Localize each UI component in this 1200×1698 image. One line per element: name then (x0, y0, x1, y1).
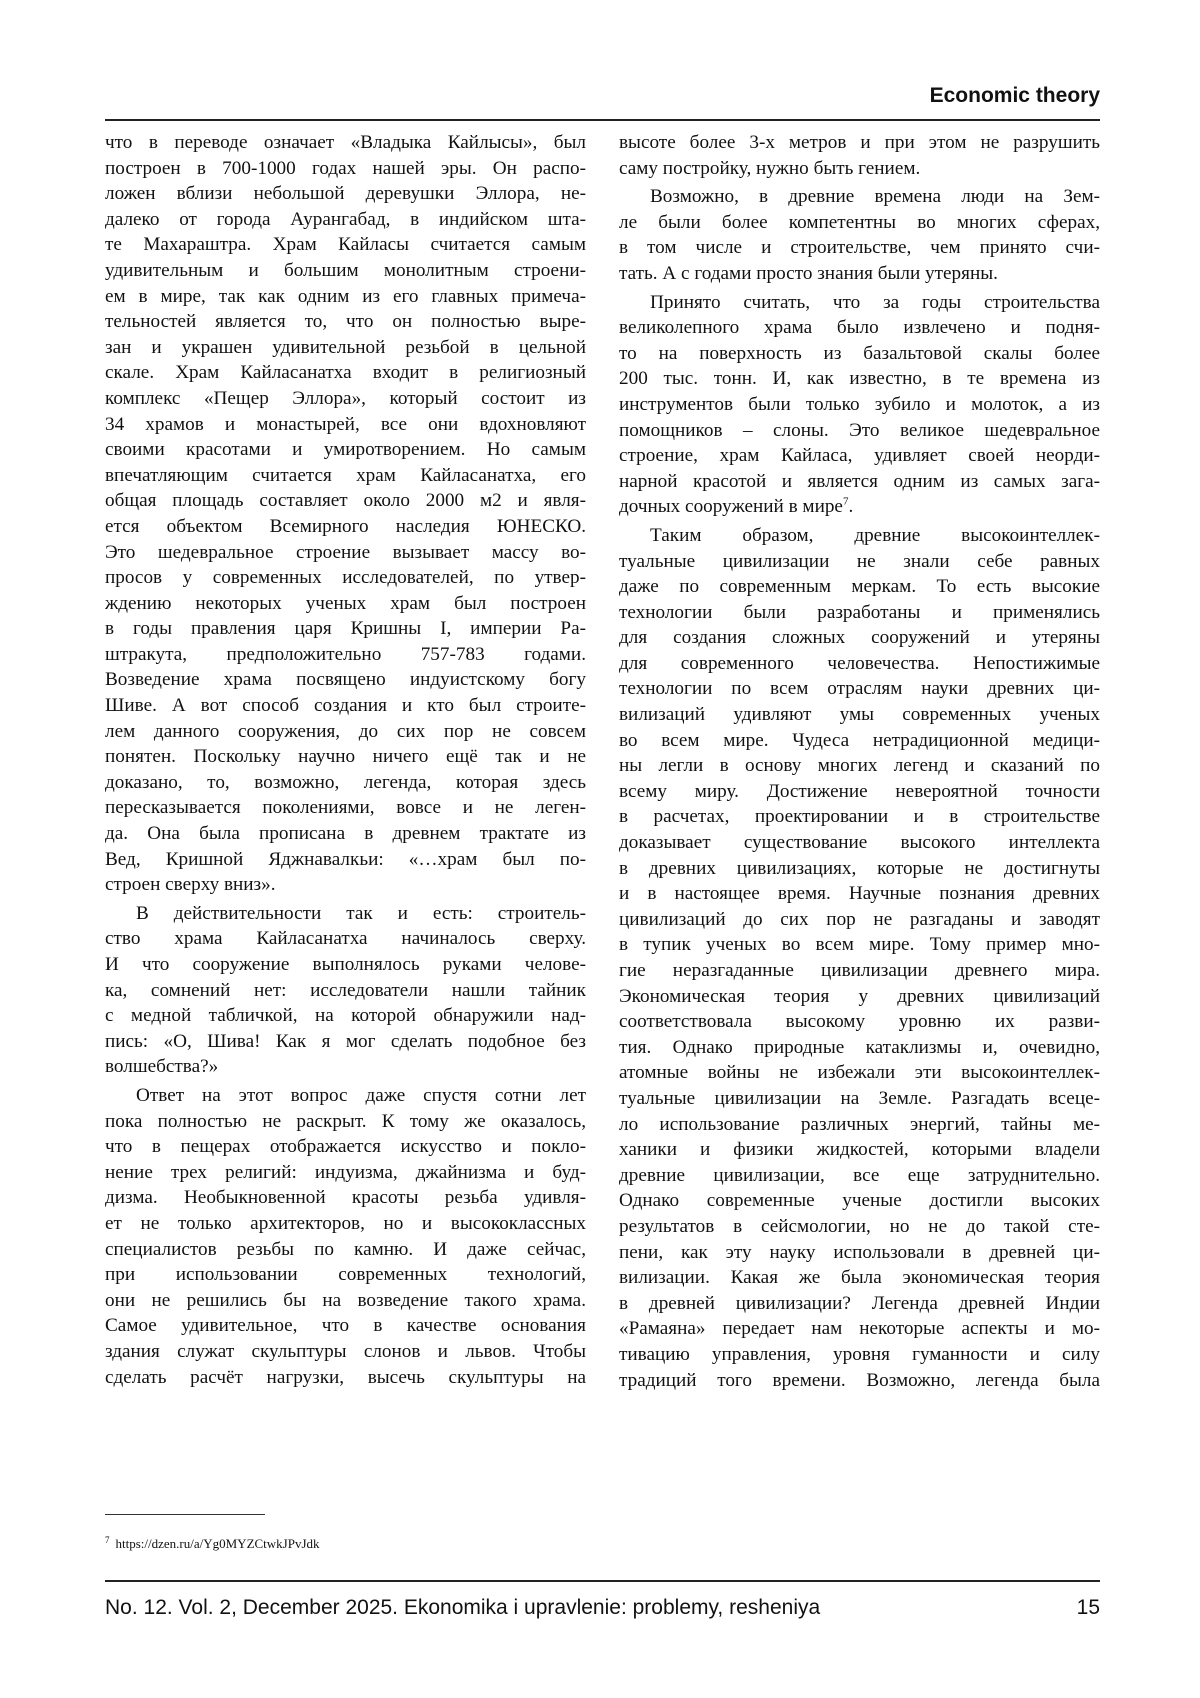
footnote (105, 1536, 320, 1552)
text-line: Это шедевральное строение вызывает массу во- (105, 540, 586, 566)
text-line: Возведение храма посвящено индуистскому богу (105, 667, 586, 693)
text-line: строен сверху вниз». (105, 872, 586, 898)
text-line: понятен. Поскольку научно ничего ещё так и не (105, 744, 586, 770)
text-line: в том числе и строительстве, чем принято счи- (619, 235, 1100, 261)
text-line: во всем мире. Чудеса нетрадиционной медици- (619, 728, 1100, 754)
text-line: Таким образом, древние высокоинтеллек- (619, 523, 1100, 549)
text-line: традиций того времени. Возможно, легенда была (619, 1368, 1100, 1394)
text-line: с медной табличкой, на которой обнаружили над- (105, 1003, 586, 1029)
text-line: штракута, предположительно 757-783 годами. (105, 642, 586, 668)
text-line: для современного человечества. Непостижимые (619, 651, 1100, 677)
text-line: высоте более 3-х метров и при этом не разрушить (619, 130, 1100, 156)
section-header: Economic theory (930, 84, 1100, 108)
text-line: строение, храм Кайласа, удивляет своей неорди- (619, 443, 1100, 469)
text-line: В действительности так и есть: строитель- (105, 901, 586, 927)
text-line: тать. А с годами просто знания были утеряны. (619, 261, 1100, 287)
journal-info: No. 12. Vol. 2, December 2025. Ekonomika i upravlenie: problemy, resheniya (105, 1596, 820, 1620)
text-line: ложен вблизи небольшой деревушки Эллора, не- (105, 181, 586, 207)
text-line: помощников – слоны. Это великое шедевральное (619, 418, 1100, 444)
text-line: те Махараштра. Храм Кайласы считается самым (105, 232, 586, 258)
text-line: что в пещерах отображается искусство и покло- (105, 1134, 586, 1160)
text-line: ет не только архитекторов, но и высококлассных (105, 1211, 586, 1237)
text-line: зан и украшен удивительной резьбой в цельной (105, 335, 586, 361)
text-line: ется объектом Всемирного наследия ЮНЕСКО. (105, 514, 586, 540)
text-line: пени, как эту науку использовали в древней ци- (619, 1240, 1100, 1266)
left-column (105, 130, 586, 1393)
text-line: результатов в сейсмологии, но не до такой сте- (619, 1214, 1100, 1240)
text-line: ло использование различных энергий, тайны ме- (619, 1112, 1100, 1138)
text-line: далеко от города Аурангабад, в индийском шта- (105, 207, 586, 233)
text-line: для создания сложных сооружений и утеряны (619, 625, 1100, 651)
text-line: «Рамаяна» передает нам некоторые аспекты и мо- (619, 1316, 1100, 1342)
text-line: ство храма Кайласанатха начиналось сверху. (105, 926, 586, 952)
text-line: общая площадь составляет около 2000 м2 и явля- (105, 488, 586, 514)
text-line: Шиве. А вот способ создания и кто был строите- (105, 693, 586, 719)
text-line: что в переводе означает «Владыка Кайлысы», был (105, 130, 586, 156)
text-line: инструментов были только зубило и молоток, а из (619, 392, 1100, 418)
text-line: Самое удивительное, что в качестве основания (105, 1313, 586, 1339)
text-line: тельностей является то, что он полностью выре- (105, 309, 586, 335)
text-line: 200 тыс. тонн. И, как известно, в те времена из (619, 366, 1100, 392)
text-line: построен в 700-1000 годах нашей эры. Он распо- (105, 156, 586, 182)
text-line: вилизаций удивляют умы современных ученых (619, 702, 1100, 728)
text-line: саму постройку, нужно быть гением. (619, 156, 1100, 182)
text-line: Вед, Кришной Яджнавалкьи: «…храм был по- (105, 847, 586, 873)
text-line: Принято считать, что за годы строительства (619, 290, 1100, 316)
text-span: дочных сооружений в мире (619, 496, 843, 517)
text-line: то на поверхность из базальтовой скалы более (619, 341, 1100, 367)
text-line: тивацию управления, уровня гуманности и силу (619, 1342, 1100, 1368)
text-line: комплекс «Пещер Эллора», который состоит из (105, 386, 586, 412)
text-line (619, 494, 1100, 520)
text-line: своими красотами и умиротворением. Но самым (105, 437, 586, 463)
text-line: доказано, то, возможно, легенда, которая здесь (105, 770, 586, 796)
text-line: здания служат скульптуры слонов и львов. Чтобы (105, 1339, 586, 1365)
text-line: при использовании современных технологий, (105, 1262, 586, 1288)
text-line: великолепного храма было извлечено и подня- (619, 315, 1100, 341)
text-line: да. Она была прописана в древнем трактате из (105, 821, 586, 847)
text-line: 34 храмов и монастырей, все они вдохновляют (105, 412, 586, 438)
paragraph (105, 1083, 586, 1390)
text-line: цивилизаций до сих пор не разгаданы и заводят (619, 907, 1100, 933)
footnote-link[interactable]: https://dzen.ru/a/Yg0MYZCtwkJPvJdk (116, 1536, 320, 1551)
paragraph (105, 130, 586, 898)
text-line: тия. Однако природные катаклизмы и, очевидно, (619, 1035, 1100, 1061)
text-line: технологии были разработаны и применялись (619, 600, 1100, 626)
text-line: ле были более компетентны во многих сферах, (619, 210, 1100, 236)
text-line: древние цивилизации, все еще затруднительно. (619, 1163, 1100, 1189)
text-line: ка, сомнений нет: исследователи нашли тайник (105, 978, 586, 1004)
text-line: ем в мире, так как одним из его главных примеча- (105, 284, 586, 310)
text-line: ханики и физики жидкостей, которыми владели (619, 1137, 1100, 1163)
text-line: ны легли в основу многих легенд и сказаний по (619, 753, 1100, 779)
text-line: гие неразгаданные цивилизации древнего мира. (619, 958, 1100, 984)
text-line: туальные цивилизации не знали себе равных (619, 549, 1100, 575)
text-line: пока полностью не раскрыт. К тому же оказалось, (105, 1109, 586, 1135)
text-line: специалистов резьбы по камню. И даже сейчас, (105, 1237, 586, 1263)
footnote-rule (105, 1514, 265, 1515)
text-line: Возможно, в древние времена люди на Зем- (619, 184, 1100, 210)
text-line: просов у современных исследователей, по утвер- (105, 565, 586, 591)
text-line: пересказывается поколениями, вовсе и не леген- (105, 795, 586, 821)
text-line: сделать расчёт нагрузки, высечь скульптуры на (105, 1365, 586, 1391)
text-line: в древней цивилизации? Легенда древней Индии (619, 1291, 1100, 1317)
right-column (619, 130, 1100, 1396)
text-line: Ответ на этот вопрос даже спустя сотни лет (105, 1083, 586, 1109)
text-line: в тупик ученых во всем мире. Тому пример мно- (619, 932, 1100, 958)
page-footer (105, 1596, 1100, 1620)
paragraph (619, 523, 1100, 1393)
text-line: впечатляющим считается храм Кайласанатха, его (105, 463, 586, 489)
text-line: лем данного сооружения, до сих пор не совсем (105, 719, 586, 745)
text-line: Экономическая теория у древних цивилизаций (619, 984, 1100, 1010)
text-line: соответствовала высокому уровню их разви- (619, 1009, 1100, 1035)
text-line: и в настоящее время. Научные познания древних (619, 881, 1100, 907)
paragraph (619, 184, 1100, 286)
page-number: 15 (1077, 1596, 1100, 1620)
text-line: даже по современным меркам. То есть высокие (619, 574, 1100, 600)
text-line: в годы правления царя Кришны I, империи Ра- (105, 616, 586, 642)
text-line: всему миру. Достижение невероятной точности (619, 779, 1100, 805)
footnote-ref[interactable]: 7 (843, 496, 849, 508)
text-span: . (848, 496, 853, 517)
text-line: доказывает существование высокого интеллекта (619, 830, 1100, 856)
paragraph (619, 290, 1100, 520)
text-line: скале. Храм Кайласанатха входит в религиозный (105, 360, 586, 386)
paragraph (619, 130, 1100, 181)
text-line: нение трех религий: индуизма, джайнизма и буд- (105, 1160, 586, 1186)
header-rule (105, 119, 1100, 121)
footnote-number: 7 (105, 1535, 110, 1545)
text-line: удивительным и большим монолитным строени- (105, 258, 586, 284)
text-line: атомные войны не избежали эти высокоинтеллек- (619, 1060, 1100, 1086)
text-line: волшебства?» (105, 1054, 586, 1080)
text-line: И что сооружение выполнялось руками челове- (105, 952, 586, 978)
text-line: технологии по всем отраслям науки древних ци- (619, 676, 1100, 702)
text-line: Однако современные ученые достигли высоких (619, 1188, 1100, 1214)
paragraph (105, 901, 586, 1080)
text-line: нарной красотой и является одним из самых зага- (619, 469, 1100, 495)
text-line: вилизации. Какая же была экономическая теория (619, 1265, 1100, 1291)
text-line: они не решились бы на возведение такого храма. (105, 1288, 586, 1314)
footer-rule (105, 1580, 1100, 1582)
text-line: пись: «О, Шива! Как я мог сделать подобное без (105, 1029, 586, 1055)
text-line: ждению некоторых ученых храм был построен (105, 591, 586, 617)
text-line: в расчетах, проектировании и в строительстве (619, 804, 1100, 830)
text-line: туальные цивилизации на Земле. Разгадать всеце- (619, 1086, 1100, 1112)
text-line: дизма. Необыкновенной красоты резьба удивля- (105, 1185, 586, 1211)
text-line: в древних цивилизациях, которые не достигнуты (619, 856, 1100, 882)
